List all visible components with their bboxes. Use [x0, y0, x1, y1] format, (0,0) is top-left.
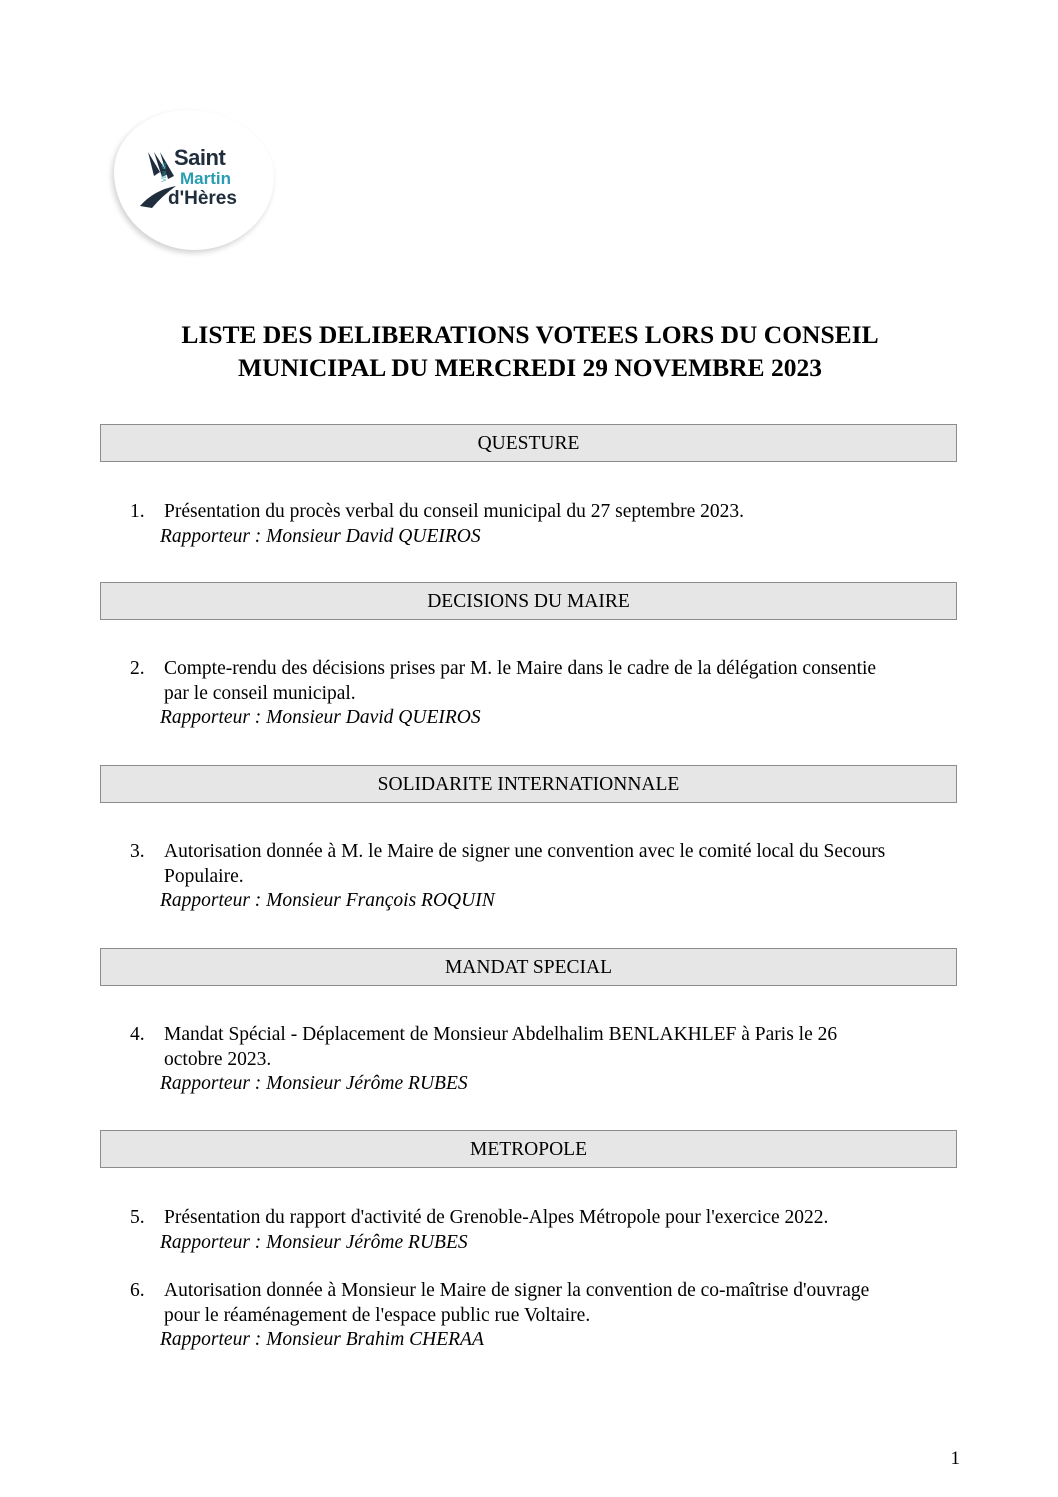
item-rapporteur: Rapporteur : Monsieur David QUEIROS [160, 707, 481, 728]
item-text-line: pour le réaménagement de l'espace public rue Voltaire. [164, 1304, 591, 1326]
logo-ville-text: Ville de [162, 162, 168, 182]
item-text-line: Autorisation donnée à M. le Maire de signer une convention avec le comité local du Secours [164, 841, 886, 862]
item-rapporteur: Rapporteur : Monsieur Jérôme RUBES [160, 1231, 468, 1253]
item-text-line: Mandat Spécial - Déplacement de Monsieur Abdelhalim BENLAKHLEF à Paris le 26 [164, 1024, 838, 1045]
deliberation-item-6 [130, 1279, 960, 1353]
logo-martin-text: Martin [180, 169, 231, 188]
item-rapporteur: Rapporteur : Monsieur François ROQUIN [160, 890, 495, 911]
section-decisions-du-maire: DECISIONS DU MAIRE [100, 582, 957, 620]
deliberation-item-5 [130, 1206, 960, 1255]
logo-saint-text: Saint [174, 145, 226, 170]
item-number: 6. [130, 1280, 145, 1301]
item-number: 2. [130, 658, 145, 679]
item-text-line: Populaire. [164, 865, 244, 887]
section-questure: QUESTURE [100, 424, 957, 462]
logo-heres-text: d'Hères [168, 188, 237, 209]
item-text-line: par le conseil municipal. [164, 682, 356, 704]
item-number: 5. [130, 1207, 145, 1228]
item-number: 3. [130, 841, 145, 862]
title-line-2: MUNICIPAL DU MERCREDI 29 NOVEMBRE 2023 [238, 353, 822, 382]
section-solidarite-internationnale: SOLIDARITE INTERNATIONNALE [100, 765, 957, 803]
city-logo [114, 110, 274, 250]
item-number: 4. [130, 1024, 145, 1045]
deliberation-item-1 [130, 500, 960, 549]
item-text-line: Présentation du rapport d'activité de Grenoble-Alpes Métropole pour l'exercice 2022. [164, 1207, 829, 1228]
page-number: 1 [950, 1448, 960, 1469]
item-rapporteur: Rapporteur : Monsieur Jérôme RUBES [160, 1073, 468, 1094]
deliberation-item-4 [130, 1023, 960, 1097]
deliberation-item-3 [130, 840, 960, 914]
deliberation-item-2 [130, 657, 960, 731]
item-text-line: Autorisation donnée à Monsieur le Maire de signer la convention de co-maîtrise d'ouvrage [164, 1280, 870, 1301]
item-rapporteur: Rapporteur : Monsieur Brahim CHERAA [160, 1329, 484, 1350]
item-text-line: octobre 2023. [164, 1048, 272, 1070]
item-text-line: Compte-rendu des décisions prises par M. le Maire dans le cadre de la délégation consentie [164, 658, 877, 679]
document-title [100, 318, 960, 384]
title-line-1: LISTE DES DELIBERATIONS VOTEES LORS DU CONSEIL [181, 320, 879, 349]
section-metropole: METROPOLE [100, 1130, 957, 1168]
section-mandat-special: MANDAT SPECIAL [100, 948, 957, 986]
item-rapporteur: Rapporteur : Monsieur David QUEIROS [160, 525, 481, 547]
item-number: 1. [130, 501, 145, 522]
item-text-line: Présentation du procès verbal du conseil municipal du 27 septembre 2023. [164, 501, 744, 522]
